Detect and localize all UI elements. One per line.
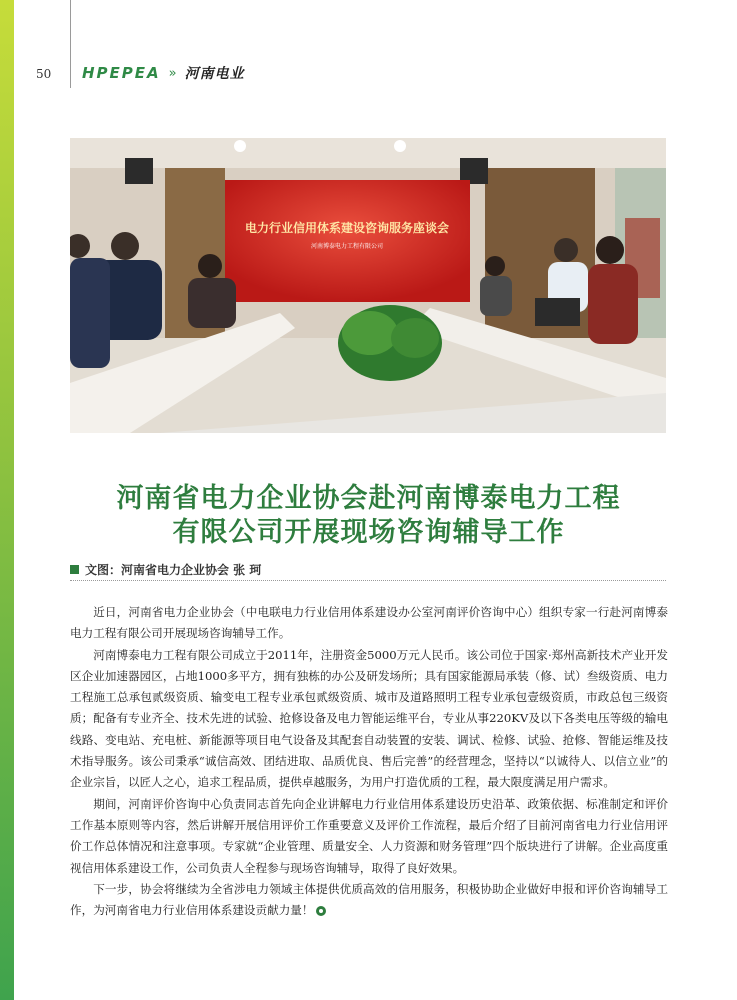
meeting-photo-illustration	[70, 138, 666, 433]
paragraph: 期间，河南评价咨询中心负责同志首先向企业讲解电力行业信用体系建设历史沿革、政策依据、标准制定和评价工作基本原则等内容，然后讲解开展信用评价工作重要意义及评价工作流程，最后介绍了目前河南省电力行业信用评价工作总体情况和注意事项。专家就“企业管理、质量安全、人力资源和财务管理”四个版块进行了讲解。企业高度重视信用体系建设工作，公司负责人全程参与现场咨询辅导，取得了良好效果。	[70, 796, 668, 875]
brand-logo-cn: 河南电业	[184, 66, 245, 82]
article-body	[70, 602, 668, 921]
article-title-line1: 河南省电力企业协会赴河南博泰电力工程	[116, 483, 621, 514]
brand-logo-en: HPEPEA	[82, 64, 161, 82]
byline-text: 文图：河南省电力企业协会 张 珂	[85, 563, 262, 577]
byline-square-icon	[70, 565, 79, 574]
paragraph: 近日，河南省电力企业协会（中电联电力行业信用体系建设办公室河南评价咨询中心）组织专家一行赴河南博泰电力工程有限公司开展现场咨询辅导工作。	[70, 605, 668, 641]
screen-title: 电力行业信用体系建设咨询服务座谈会	[244, 221, 450, 235]
magazine-brand	[82, 63, 245, 83]
end-mark-icon	[316, 906, 326, 916]
dotted-divider	[70, 580, 666, 581]
page-number: 50	[36, 67, 52, 81]
paragraph: 河南博泰电力工程有限公司成立于2011年，注册资金5000万元人民币。该公司位于国家·郑州高新技术产业开发区企业加速器园区，占地1000多平方，拥有独栋的办公及研发场所；具有国家能源局承装（修、试）叁级资质、电力工程施工总承包贰级资质、输变电工程专业承包贰级资质、城市及道路照明工程专业承包壹级资质，市政总包三级资质；配备有专业齐全、技术先进的试验、抢修设备及电力智能运维平台，专业从事220KV及以下各类电压等级的输电线路、变电站、充电桩、新能源等项目电气设备及其配套自动装置的安装、调试、检修、试验、抢修、智能运维及技术指导服务。该公司秉承“诚信高效、团结进取、品质优良、售后完善”的经营理念，坚持以“以诚待人、以信立业”的企业宗旨，以匠人之心，追求工程品质，提供卓越服务，为用户打造优质的工程，最大限度满足用户需求。	[70, 647, 668, 790]
byline	[70, 561, 261, 578]
brand-separator: »	[168, 65, 177, 81]
paragraph-last	[70, 879, 668, 922]
header-divider	[70, 0, 71, 88]
article-title-line2: 有限公司开展现场咨询辅导工作	[172, 517, 565, 548]
screen-subtitle: 河南博泰电力工程有限公司	[310, 243, 384, 250]
paragraph-text: 下一步，协会将继续为全省涉电力领域主体提供优质高效的信用服务，积极协助企业做好申报和评价咨询辅导工作，为河南省电力行业信用体系建设贡献力量！	[70, 881, 668, 918]
meeting-photo	[70, 138, 666, 433]
